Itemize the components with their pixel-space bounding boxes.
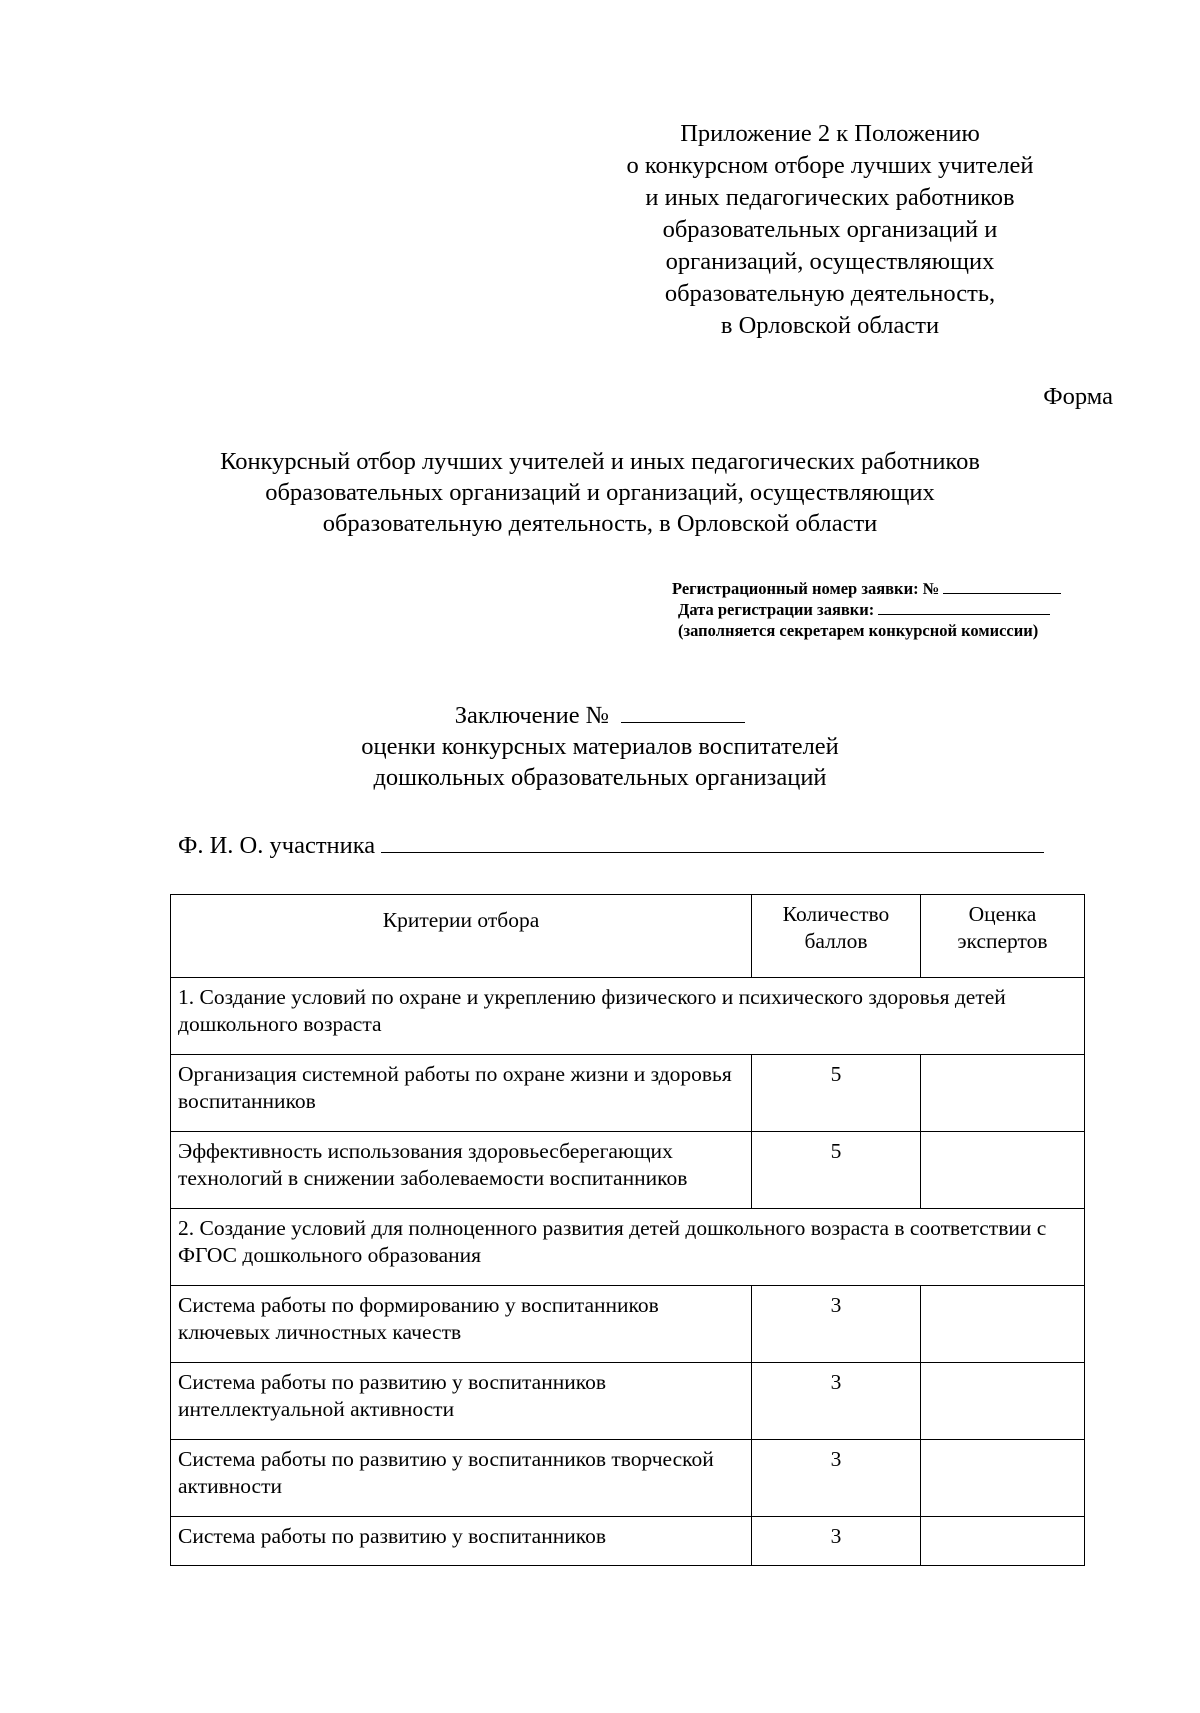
participant-row: [178, 828, 1078, 861]
section-title: 2. Создание условий для полноценного развития детей дошкольного возраста в соответствии с ФГОС дошкольного образования: [171, 1209, 1085, 1286]
expert-score-cell[interactable]: [920, 1517, 1084, 1566]
criterion-text: Эффективность использования здоровьесберегающих технологий в снижении заболеваемости воспитанников: [171, 1132, 752, 1209]
criterion-text: Система работы по развитию у воспитанников творческой активности: [171, 1440, 752, 1517]
table-row: [171, 1440, 1085, 1517]
expert-score-cell[interactable]: [920, 1055, 1084, 1132]
criteria-table: [170, 894, 1085, 1566]
expert-score-cell[interactable]: [920, 1286, 1084, 1363]
registration-number-row: [672, 578, 1092, 599]
table-row: [171, 1363, 1085, 1440]
participant-label: Ф. И. О. участника: [178, 832, 376, 859]
criterion-text: Система работы по развитию у воспитанников: [171, 1517, 752, 1566]
conclusion-subtitle: оценки конкурсных материалов воспитателей: [361, 733, 839, 760]
criterion-points: 5: [752, 1132, 921, 1209]
registration-number-field[interactable]: [943, 579, 1061, 594]
appendix-line: организаций, осуществляющих: [665, 248, 995, 275]
conclusion-title: Заключение №: [454, 702, 610, 729]
conclusion-title-row: [300, 700, 900, 731]
registration-block: [672, 578, 1092, 641]
expert-score-cell[interactable]: [920, 1440, 1084, 1517]
table-row: [171, 1132, 1085, 1209]
registration-number-label: Регистрационный номер заявки: №: [672, 579, 940, 598]
appendix-line: в Орловской области: [720, 312, 940, 339]
registration-date-label: Дата регистрации заявки:: [678, 600, 875, 619]
criterion-points: 3: [752, 1440, 921, 1517]
registration-note: (заполняется секретарем конкурсной комиссии): [678, 621, 1039, 640]
heading-line: образовательных организаций и организаций, осуществляющих: [265, 479, 935, 506]
section-row: [171, 1209, 1085, 1286]
criterion-text: Система работы по развитию у воспитанников интеллектуальной активности: [171, 1363, 752, 1440]
form-label: Форма: [1043, 383, 1113, 410]
table-row: [171, 1286, 1085, 1363]
appendix-line: образовательных организаций и: [662, 216, 998, 243]
criterion-points: 3: [752, 1286, 921, 1363]
header-expert: Оценка экспертов: [920, 895, 1084, 978]
appendix-line: о конкурсном отборе лучших учителей: [626, 152, 1034, 179]
appendix-block: [590, 118, 1070, 342]
table-row: [171, 1055, 1085, 1132]
criterion-text: Система работы по формированию у воспитанников ключевых личностных качеств: [171, 1286, 752, 1363]
registration-date-row: [672, 599, 1092, 620]
conclusion-subtitle: дошкольных образовательных организаций: [373, 764, 827, 791]
expert-score-cell[interactable]: [920, 1132, 1084, 1209]
header-points: Количество баллов: [752, 895, 921, 978]
table-row: [171, 1517, 1085, 1566]
document-heading: [140, 446, 1060, 539]
section-title: 1. Создание условий по охране и укреплению физического и психического здоровья детей дошкольного возраста: [171, 978, 1085, 1055]
appendix-line: образовательную деятельность,: [664, 280, 996, 307]
criterion-points: 3: [752, 1363, 921, 1440]
section-row: [171, 978, 1085, 1055]
table-header-row: [171, 895, 1085, 978]
criterion-points: 3: [752, 1517, 921, 1566]
criterion-points: 5: [752, 1055, 921, 1132]
expert-score-cell[interactable]: [920, 1363, 1084, 1440]
appendix-line: Приложение 2 к Положению: [680, 120, 980, 147]
criterion-text: Организация системной работы по охране жизни и здоровья воспитанников: [171, 1055, 752, 1132]
participant-name-field[interactable]: [381, 828, 1044, 853]
heading-line: образовательную деятельность, в Орловской области: [322, 510, 878, 537]
conclusion-number-field[interactable]: [621, 702, 745, 723]
appendix-line: и иных педагогических работников: [645, 184, 1015, 211]
conclusion-title-block: [300, 700, 900, 793]
heading-line: Конкурсный отбор лучших учителей и иных педагогических работников: [220, 448, 980, 475]
header-criteria: Критерии отбора: [171, 895, 752, 978]
registration-date-field[interactable]: [878, 600, 1050, 615]
